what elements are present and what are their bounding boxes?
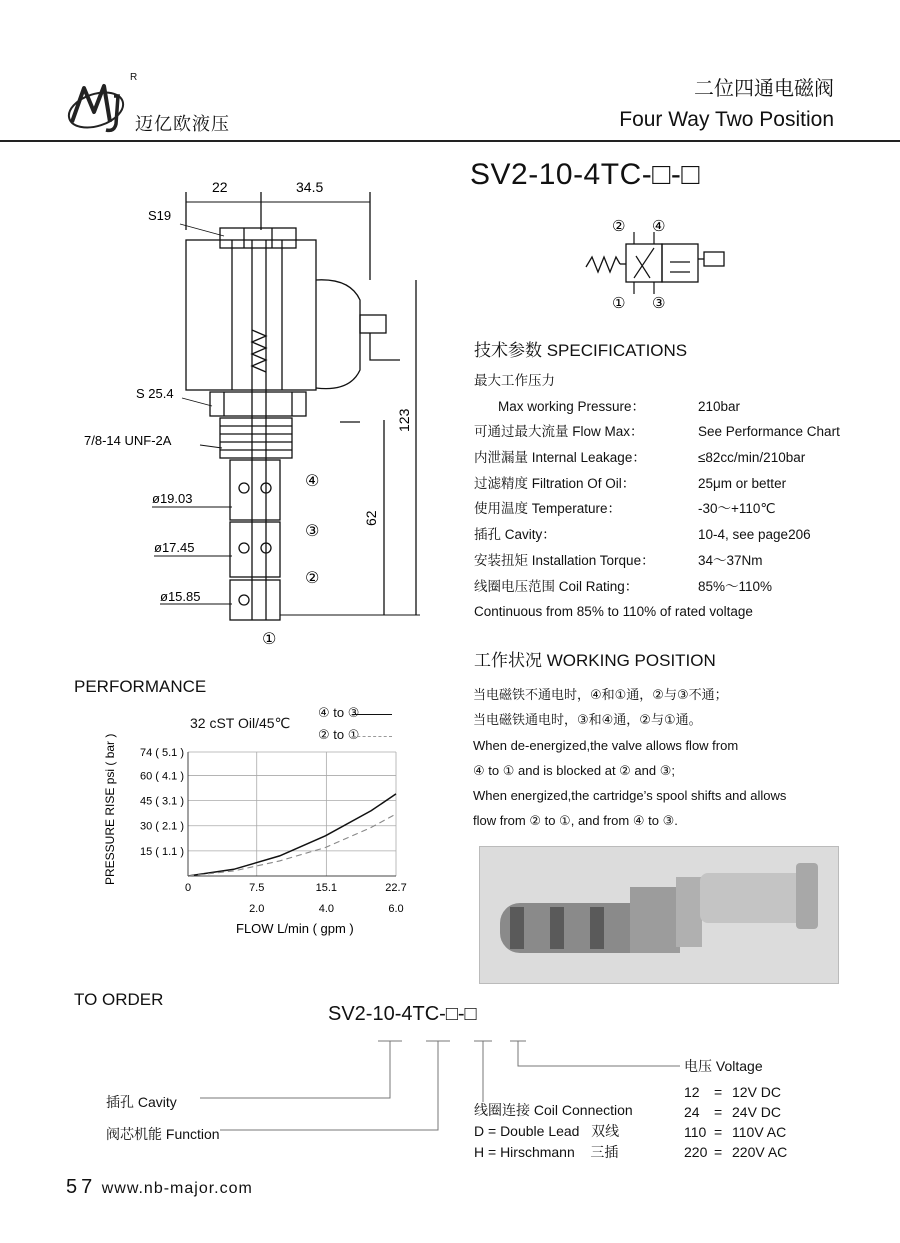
spec-row	[474, 394, 874, 420]
spec-row	[474, 496, 874, 522]
voltage-option: 110 = 110V AC	[684, 1124, 787, 1140]
footer	[66, 1176, 253, 1199]
spec-label: 使用温度 Temperature：	[474, 501, 622, 517]
x-axis-label: FLOW L/min ( gpm )	[236, 921, 354, 936]
order-code: SV2-10-4TC-□-□	[328, 1003, 477, 1025]
specifications-list	[474, 368, 874, 625]
y-axis-label: PRESSURE RISE psi ( bar )	[103, 733, 117, 885]
order-function: 阀芯机能 Function	[106, 1126, 220, 1142]
spec-label: 可通过最大流量 Flow Max：	[474, 424, 644, 440]
page-number: 57	[66, 1176, 97, 1198]
wp-line: When energized,the cartridge’s spool shifts and allows	[473, 788, 787, 804]
spec-value: 34～37Nm	[698, 552, 763, 568]
footer-url[interactable]: www.nb-major.com	[101, 1180, 253, 1197]
spec-value: See Performance Chart	[698, 424, 840, 440]
performance-heading: PERFORMANCE	[74, 677, 207, 696]
wp-line: flow from ② to ①, and from ④ to ③.	[473, 813, 678, 829]
spring-icon	[586, 257, 620, 272]
drawing-port: ①	[262, 631, 277, 648]
spec-intro: 最大工作压力	[474, 373, 555, 388]
dim-label: 34.5	[296, 179, 324, 195]
spec-label: 安装扭矩 Installation Torque：	[474, 552, 655, 568]
dim-label: 62	[363, 510, 379, 526]
symbol-port: ②	[612, 218, 626, 235]
spec-value: 85%～110%	[698, 578, 773, 594]
symbol-port: ④	[652, 218, 666, 235]
voltage-option: 220 = 220V AC	[684, 1144, 788, 1160]
legend-solid-label: ④ to ③	[318, 705, 360, 720]
wp-line: 当电磁铁通电时，③和④通，②与①通。	[473, 712, 702, 728]
spec-value: 210bar	[698, 398, 741, 414]
spec-note: Continuous from 85% to 110% of rated voltage	[474, 604, 753, 620]
legend-dashed-label: ② to ①	[318, 727, 360, 742]
order-leaders	[180, 1036, 700, 1146]
wp-line: ④ to ① and is blocked at ② and ③;	[473, 762, 675, 778]
model-code: SV2-10-4TC-□-□	[470, 158, 700, 191]
spec-value: 10-4, see page206	[698, 527, 811, 543]
spec-row	[474, 419, 874, 445]
voltage-option: 24 = 24V DC	[684, 1104, 782, 1120]
to-order-heading: TO ORDER	[74, 990, 164, 1009]
product-photo	[479, 846, 839, 984]
legend-solid-line	[352, 714, 392, 715]
y-tick-label: 30 ( 2.1 )	[139, 820, 184, 833]
valve-drawing	[84, 170, 440, 660]
header-rule	[0, 140, 900, 142]
spec-value: ≤82cc/min/210bar	[698, 450, 806, 466]
symbol-port: ①	[612, 295, 626, 312]
legend-dashed-line	[352, 736, 392, 737]
drawing-port: ④	[305, 473, 320, 490]
drawing-port: ②	[305, 570, 320, 587]
working-position-heading: 工作状况 WORKING POSITION	[474, 651, 716, 670]
spec-label: 插孔 Cavity：	[474, 527, 556, 543]
wp-line: 当电磁铁不通电时，④和①通，②与③不通；	[473, 687, 728, 702]
brand-name: 迈亿欧液压	[135, 114, 230, 134]
solenoid-icon	[704, 252, 724, 266]
spec-row	[474, 471, 874, 497]
voltage-heading: 电压 Voltage	[684, 1058, 763, 1074]
drawing-label: ø15.85	[160, 589, 201, 604]
series-line	[188, 794, 396, 876]
spec-value: 25μm or better	[698, 475, 787, 491]
title-cn: 二位四通电磁阀	[694, 78, 834, 100]
y-tick-label: 60 ( 4.1 )	[139, 770, 184, 783]
title-en: Four Way Two Position	[619, 108, 834, 131]
x-tick-label: 7.5	[249, 882, 265, 894]
spec-label: Max working Pressure：	[498, 398, 646, 414]
spec-label: 过滤精度 Filtration Of Oil：	[474, 475, 636, 491]
oil-note: 32 cST Oil/45℃	[190, 715, 291, 731]
y-tick-label: 74 ( 5.1 )	[139, 747, 184, 759]
spec-row	[474, 574, 874, 600]
wp-line: When de-energized,the valve allows flow from	[473, 737, 739, 753]
drawing-label: 7/8-14 UNF-2A	[84, 433, 172, 448]
order-cavity: 插孔 Cavity	[106, 1094, 177, 1110]
drawing-label: ø17.45	[154, 540, 195, 555]
drawing-label: S19	[148, 208, 172, 223]
x-tick-label: 0	[184, 882, 192, 894]
drawing-port: ③	[305, 523, 320, 540]
registered-mark: R	[130, 72, 138, 83]
spec-label: 内泄漏量 Internal Leakage：	[474, 450, 646, 466]
voltage-list	[684, 1082, 787, 1162]
hydraulic-symbol	[578, 212, 738, 312]
specifications-heading: 技术参数 SPECIFICATIONS	[474, 341, 688, 360]
x-tick-label-gpm: 2.0	[249, 903, 265, 915]
coil-heading: 线圈连接 Coil Connection	[474, 1102, 633, 1118]
spec-row	[474, 445, 874, 471]
coil-option: D = Double Lead 双线	[474, 1123, 620, 1139]
spec-label: 线圈电压范围 Coil Rating：	[474, 578, 639, 594]
drawing-label: S 25.4	[136, 386, 174, 401]
working-position-text	[473, 682, 793, 834]
x-tick-label: 22.7	[385, 882, 407, 894]
x-tick-label: 15.1	[315, 882, 338, 894]
y-tick-label: 15 ( 1.1 )	[139, 845, 184, 858]
cartridge-photo-icon	[480, 847, 838, 983]
dim-label: 123	[396, 408, 412, 432]
logo	[64, 78, 134, 138]
voltage-option: 12 = 12V DC	[684, 1084, 782, 1100]
spec-row	[474, 522, 874, 548]
coil-option: H = Hirschmann 三插	[474, 1144, 619, 1160]
dim-label: 22	[212, 179, 228, 195]
x-tick-label-gpm: 4.0	[318, 903, 335, 915]
spec-value: -30～+110℃	[698, 501, 776, 517]
spec-row	[474, 548, 874, 574]
symbol-port: ③	[652, 295, 666, 312]
logo-mark-icon	[64, 78, 134, 138]
series-line	[188, 814, 396, 876]
y-tick-label: 45 ( 3.1 )	[139, 795, 184, 808]
x-tick-label-gpm: 6.0	[388, 903, 404, 915]
drawing-label: ø19.03	[152, 491, 193, 506]
